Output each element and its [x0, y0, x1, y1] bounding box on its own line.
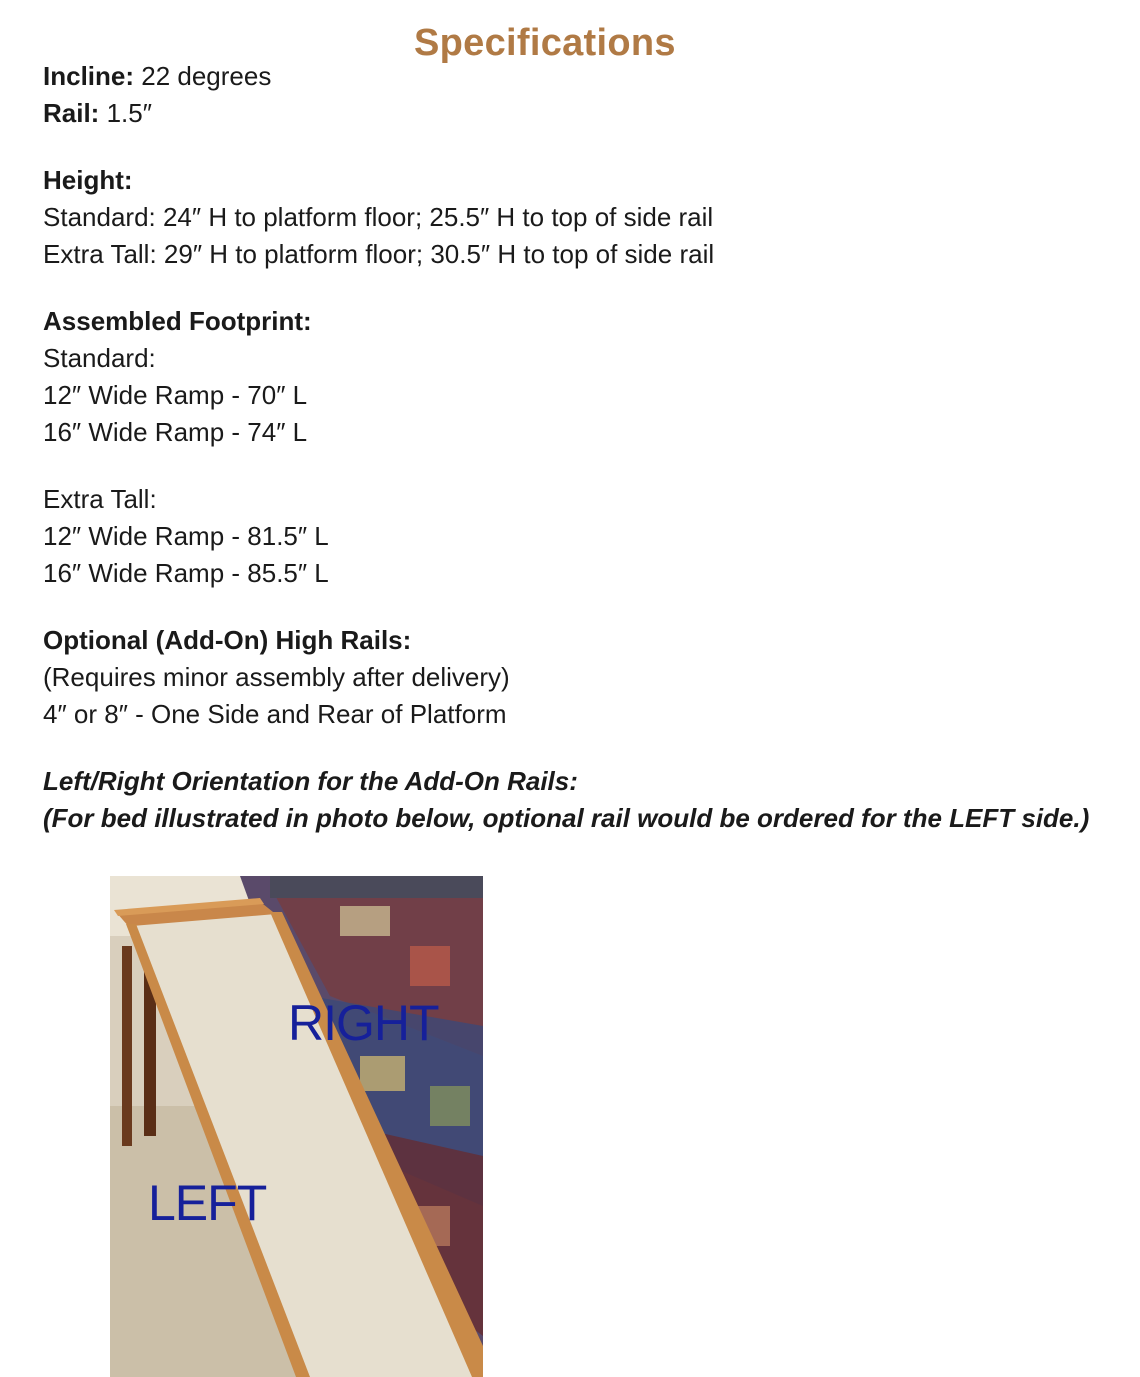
orientation-note: (For bed illustrated in photo below, optional rail would be ordered for the LEFT side.): [43, 803, 1090, 833]
specifications-list: [43, 58, 1123, 837]
footprint-standard-item: 12″ Wide Ramp - 70″ L: [43, 380, 308, 410]
ramp-bed-photo: [110, 876, 483, 1377]
page-title: Specifications: [414, 22, 676, 64]
height-extra-tall: Extra Tall: 29″ H to platform floor; 30.5″ H to top of side rail: [43, 239, 715, 269]
left-label: LEFT: [148, 1175, 267, 1231]
ramp-illustration: [110, 876, 483, 1377]
footprint-extra-tall-item: 16″ Wide Ramp - 85.5″ L: [43, 558, 329, 588]
incline-value: 22 degrees: [134, 61, 272, 91]
right-label: RIGHT: [288, 995, 439, 1051]
rail-row: [43, 95, 1123, 132]
footprint-extra-tall-item: 12″ Wide Ramp - 81.5″ L: [43, 521, 329, 551]
height-standard: Standard: 24″ H to platform floor; 25.5″ H to top of side rail: [43, 202, 714, 232]
rail-value: 1.5″: [99, 98, 152, 128]
optional-rails-options: 4″ or 8″ - One Side and Rear of Platform: [43, 699, 507, 729]
optional-rails-note: (Requires minor assembly after delivery): [43, 662, 510, 692]
incline-row: [43, 58, 1123, 95]
incline-label: Incline:: [43, 61, 135, 91]
footprint-heading: Assembled Footprint:: [43, 306, 312, 336]
rail-label: Rail:: [43, 98, 100, 128]
optional-rails-heading: Optional (Add-On) High Rails:: [43, 625, 412, 655]
footprint-standard-item: 16″ Wide Ramp - 74″ L: [43, 417, 308, 447]
height-heading: Height:: [43, 165, 133, 195]
orientation-heading: Left/Right Orientation for the Add-On Rails:: [43, 766, 578, 796]
footprint-extra-tall-label: Extra Tall:: [43, 484, 157, 514]
footprint-standard-label: Standard:: [43, 343, 156, 373]
